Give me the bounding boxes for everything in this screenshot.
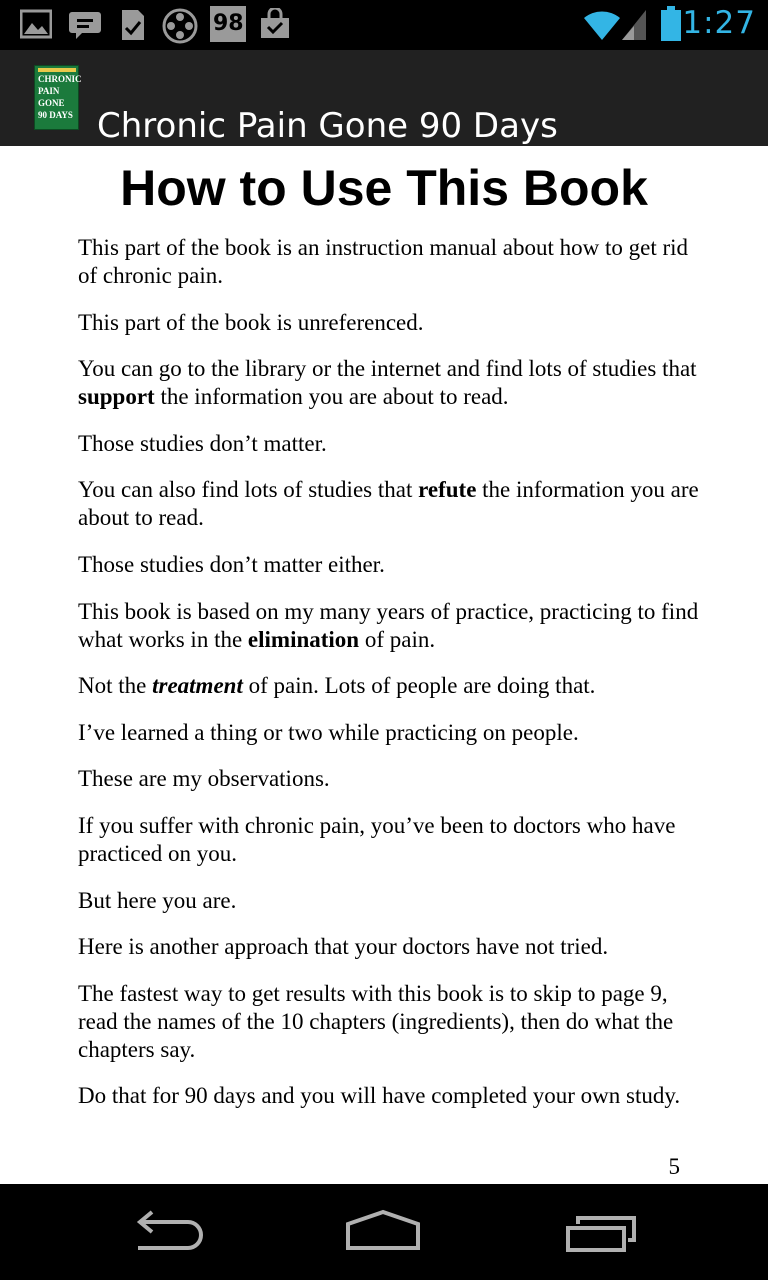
recent-apps-button[interactable] — [540, 1202, 660, 1262]
wifi-icon — [582, 8, 622, 47]
navigation-bar — [0, 1184, 768, 1280]
app-title: Chronic Pain Gone 90 Days — [97, 106, 558, 146]
cover-text-line: 90 DAYS — [38, 110, 73, 120]
paragraph-text: But here you are. — [78, 887, 237, 913]
paragraph-text: the information you are about to read. — [78, 477, 699, 531]
notification-badge-count: 98 — [213, 11, 244, 36]
body-paragraph — [78, 672, 708, 700]
page-body — [78, 234, 708, 1129]
back-button[interactable] — [108, 1202, 228, 1262]
status-bar — [0, 0, 768, 50]
home-button[interactable] — [324, 1202, 444, 1262]
paragraph-text: I’ve learned a thing or two while practicing on people. — [78, 719, 579, 745]
shopping-bag-icon — [258, 8, 292, 45]
film-reel-icon — [162, 8, 198, 49]
paragraph-text: Those studies don’t matter either. — [78, 551, 385, 577]
page-title: How to Use This Book — [120, 160, 648, 216]
body-paragraph — [78, 309, 708, 337]
paragraph-text: of pain. — [359, 626, 436, 652]
cover-text-line: GONE — [38, 98, 65, 108]
body-paragraph — [78, 551, 708, 579]
signal-icon — [620, 8, 648, 47]
body-paragraph — [78, 719, 708, 747]
paragraph-text: Do that for 90 days and you will have completed your own study. — [78, 1083, 681, 1109]
paragraph-text: Here is another approach that your doctors have not tried. — [78, 934, 609, 960]
home-icon — [324, 1202, 444, 1262]
paragraph-text: If you suffer with chronic pain, you’ve been to doctors who have practiced on you. — [78, 812, 676, 866]
gallery-icon — [20, 8, 52, 45]
body-paragraph — [78, 765, 708, 793]
emphasis-text: treatment — [152, 673, 243, 699]
body-paragraph — [78, 812, 708, 868]
body-paragraph — [78, 933, 708, 961]
body-paragraph — [78, 355, 708, 411]
emphasis-text: elimination — [247, 626, 360, 652]
paragraph-text: The fastest way to get results with this book is to skip to page 9, read the names of the 10 chapters (ingredients), then do what the chapters say. — [78, 980, 674, 1062]
paragraph-text: the information you are about to read. — [154, 384, 509, 410]
paragraph-text: You can also find lots of studies that — [78, 477, 419, 503]
chat-icon — [68, 8, 102, 47]
recent-apps-icon — [540, 1202, 660, 1262]
body-paragraph — [78, 234, 708, 290]
emphasis-text: refute — [418, 477, 477, 503]
body-paragraph — [78, 598, 708, 654]
clipboard-check-icon — [120, 8, 146, 47]
paragraph-text: This part of the book is unreferenced. — [78, 309, 424, 335]
app-book-cover-icon[interactable] — [34, 65, 82, 130]
body-paragraph — [78, 980, 708, 1064]
emphasis-text: support — [78, 384, 155, 410]
cover-text-line: CHRONIC — [38, 74, 82, 84]
body-paragraph — [78, 430, 708, 458]
badge-98-icon — [210, 6, 246, 42]
body-paragraph — [78, 1082, 708, 1110]
paragraph-text: This book is based on my many years of practice, practicing to find what works in the — [78, 598, 699, 652]
paragraph-text: of pain. Lots of people are doing that. — [242, 673, 596, 699]
paragraph-text: You can go to the library or the internet and find lots of studies that — [78, 356, 697, 382]
battery-icon — [660, 6, 682, 47]
paragraph-text: This part of the book is an instruction manual about how to get rid of chronic pain. — [78, 235, 689, 288]
back-icon — [108, 1202, 228, 1262]
cover-text-line: PAIN — [38, 86, 60, 96]
page-number: 5 — [668, 1154, 680, 1179]
body-paragraph — [78, 476, 708, 532]
paragraph-text: These are my observations. — [78, 766, 330, 792]
status-clock: 1:27 — [682, 5, 756, 41]
cover-stripe — [38, 68, 76, 72]
paragraph-text: Not the — [78, 673, 153, 699]
action-bar — [0, 50, 768, 146]
book-page[interactable] — [0, 146, 768, 1184]
body-paragraph — [78, 887, 708, 915]
paragraph-text: Those studies don’t matter. — [78, 430, 327, 456]
